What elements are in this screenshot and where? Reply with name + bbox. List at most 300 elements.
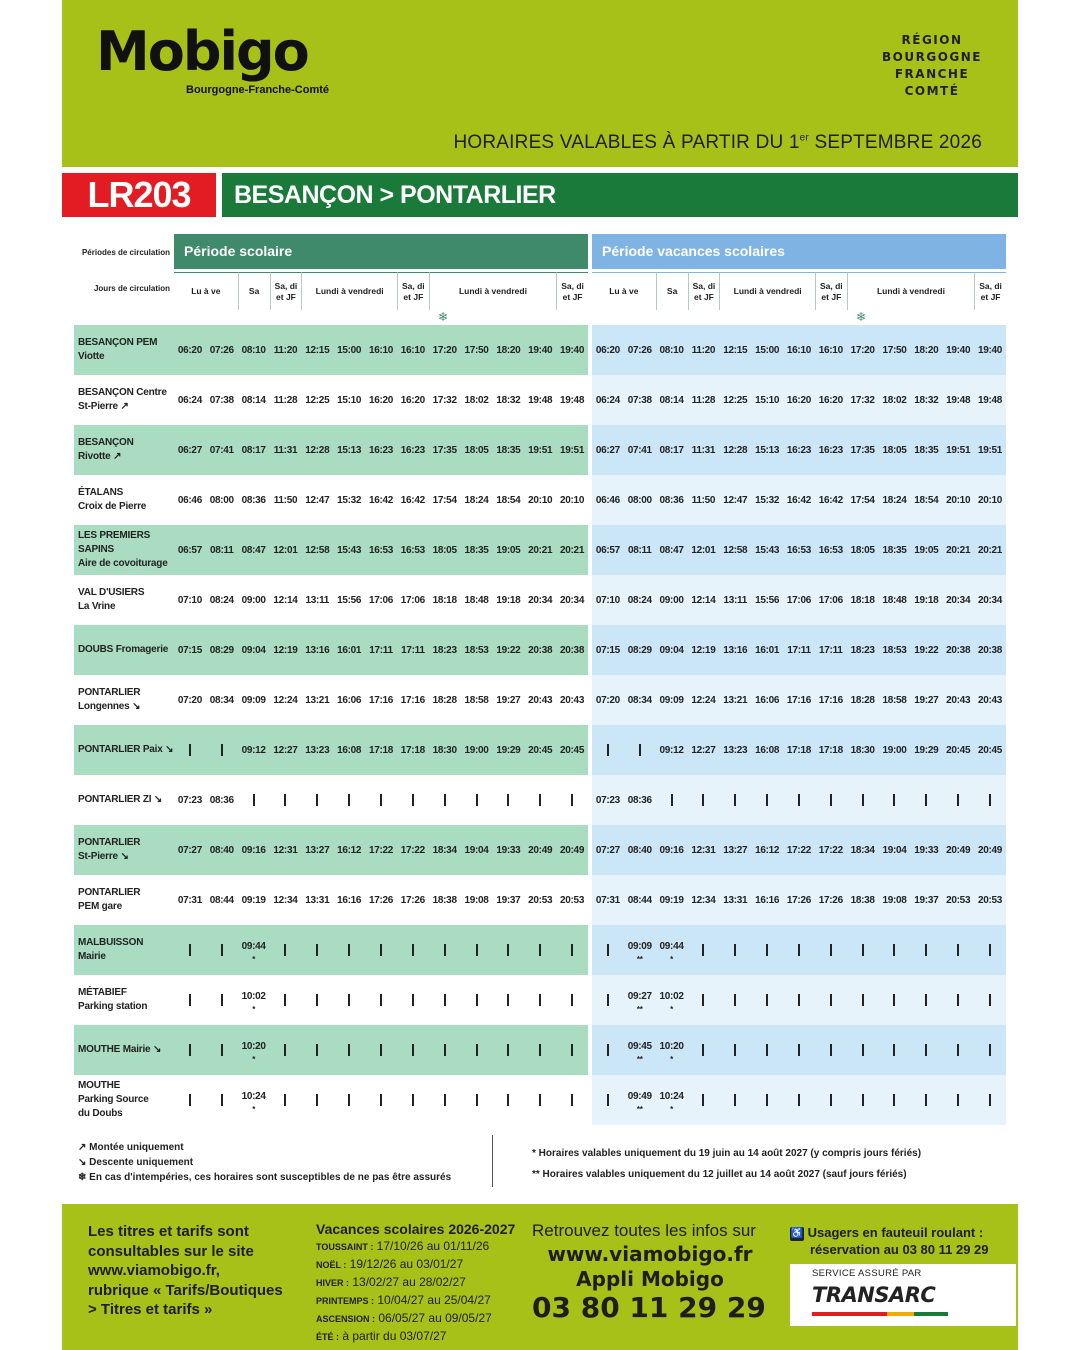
departure-time (815, 325, 847, 375)
no-stop-bar (879, 1075, 911, 1125)
time-value: 18:28 (850, 694, 875, 706)
day-header: Lundi à vendredi (429, 272, 556, 310)
departure-time (556, 575, 588, 625)
no-stop-bar-mark (539, 794, 541, 806)
departure-time (238, 825, 270, 875)
departure-time (429, 875, 461, 925)
no-stop-bar-mark (316, 1094, 318, 1106)
time-value: 15:43 (337, 544, 362, 556)
time-value: 13:27 (723, 844, 748, 856)
time-value: 18:18 (850, 594, 875, 606)
no-stop-bar-mark (412, 944, 414, 956)
no-stop-bar-mark (893, 794, 895, 806)
time-value: 18:05 (432, 544, 457, 556)
time-value: 18:34 (432, 844, 457, 856)
no-stop-bar-mark (862, 1094, 864, 1106)
stop-name-line: Parking station (78, 1001, 148, 1012)
no-stop-bar-mark (412, 994, 414, 1006)
departure-time (174, 675, 206, 725)
departure-time (397, 675, 429, 725)
departure-time (974, 575, 1006, 625)
time-value: 07:26 (209, 344, 234, 356)
time-value: 07:38 (209, 394, 234, 406)
stop-name (74, 625, 174, 675)
time-value: 16:12 (337, 844, 362, 856)
time-value: 17:35 (850, 444, 875, 456)
phone-number[interactable]: 03 80 11 29 29 (532, 1291, 766, 1324)
departure-time (879, 825, 911, 875)
time-value: 12:25 (305, 394, 330, 406)
no-stop-bar (333, 775, 365, 825)
holiday-dates: 17/10/26 au 01/11/26 (373, 1239, 490, 1253)
no-stop-bar-mark (539, 1044, 541, 1056)
time-value: 13:23 (723, 744, 748, 756)
stop-row (74, 775, 1006, 825)
time-value: 17:16 (400, 694, 425, 706)
no-stop-bar-mark (798, 994, 800, 1006)
departure-time (461, 575, 493, 625)
departure-time (688, 575, 720, 625)
time-value: 19:40 (560, 344, 585, 356)
no-stop-bar-mark (702, 1044, 704, 1056)
time-value: 20:38 (560, 644, 585, 656)
departure-time (656, 475, 688, 525)
no-stop-bar-mark (607, 1094, 609, 1106)
no-stop-bar-mark (476, 944, 478, 956)
time-value: 15:32 (755, 494, 780, 506)
time-value: 09:16 (659, 844, 684, 856)
departure-time (206, 675, 238, 725)
departure-time (910, 575, 942, 625)
no-stop-bar (270, 1075, 302, 1125)
stop-name (74, 325, 174, 375)
departure-time (847, 625, 879, 675)
time-value: 19:08 (464, 894, 489, 906)
time-value: 06:46 (595, 494, 620, 506)
time-value: 10:02 (241, 990, 266, 1002)
time-value: 18:34 (850, 844, 875, 856)
time-value: 11:20 (273, 344, 298, 356)
no-stop-bar (524, 1075, 556, 1125)
departure-time (397, 875, 429, 925)
no-stop-bar-mark (571, 794, 573, 806)
day-header: Lundi à vendredi (719, 272, 815, 310)
validity-notice: HORAIRES VALABLES À PARTIR DU 1er SEPTEMBRE 2026 (453, 132, 982, 153)
holiday-times (592, 875, 1006, 925)
time-value: 19:37 (496, 894, 521, 906)
departure-time (206, 575, 238, 625)
time-value: 17:35 (432, 444, 457, 456)
no-stop-bar (879, 975, 911, 1025)
holiday-times (592, 725, 1006, 775)
time-value: 18:05 (882, 444, 907, 456)
departure-time (333, 575, 365, 625)
time-value: 17:26 (818, 894, 843, 906)
departure-time (847, 725, 879, 775)
time-value: 20:34 (528, 594, 553, 606)
tarifs-line: > Titres et tarifs » (88, 1301, 213, 1318)
departure-time (592, 675, 624, 725)
no-stop-bar (719, 975, 751, 1025)
departure-time (815, 825, 847, 875)
departure-time (556, 475, 588, 525)
time-value: 19:08 (882, 894, 907, 906)
departure-time (365, 525, 397, 575)
day-header: Sa (238, 272, 270, 310)
no-stop-bar-mark (766, 794, 768, 806)
no-stop-bar-mark (284, 1044, 286, 1056)
no-stop-bar (751, 775, 783, 825)
time-value: 20:10 (528, 494, 553, 506)
departure-time (847, 425, 879, 475)
departure-time (492, 525, 524, 575)
departure-time (365, 675, 397, 725)
time-value: 08:36 (659, 494, 684, 506)
departure-time (974, 425, 1006, 475)
no-stop-bar-mark (476, 794, 478, 806)
time-value: 08:47 (241, 544, 266, 556)
time-value: 19:40 (528, 344, 553, 356)
time-value: 18:35 (914, 444, 939, 456)
time-value: 18:48 (882, 594, 907, 606)
departure-time (974, 725, 1006, 775)
no-stop-bar-mark (734, 944, 736, 956)
no-stop-bar-mark (476, 994, 478, 1006)
app-name: Appli Mobigo (576, 1267, 724, 1291)
school-times (174, 775, 588, 825)
holiday-times (592, 825, 1006, 875)
no-stop-bar (206, 1075, 238, 1125)
no-stop-bar-mark (444, 944, 446, 956)
region-line: COMTÉ (904, 84, 960, 98)
departure-time (815, 475, 847, 525)
no-stop-bar-mark (571, 994, 573, 1006)
departure-time (879, 475, 911, 525)
time-value: 19:00 (882, 744, 907, 756)
school-times (174, 575, 588, 625)
no-stop-bar-mark (830, 994, 832, 1006)
departure-time (592, 325, 624, 375)
no-stop-bar (847, 925, 879, 975)
time-value: 13:31 (305, 894, 330, 906)
time-value: 20:21 (946, 544, 971, 556)
time-value: 08:44 (209, 894, 234, 906)
departure-time (910, 625, 942, 675)
time-value: 15:00 (337, 344, 362, 356)
stop-name (74, 875, 174, 925)
no-stop-bar (656, 775, 688, 825)
departure-time (397, 625, 429, 675)
no-stop-bar (974, 925, 1006, 975)
no-stop-bar (301, 775, 333, 825)
time-value: 06:57 (177, 544, 202, 556)
departure-time (624, 875, 656, 925)
time-value: 08:34 (209, 694, 234, 706)
no-stop-bar-mark (766, 944, 768, 956)
time-value: 17:32 (432, 394, 457, 406)
time-value: 07:23 (177, 794, 202, 806)
departure-time (238, 525, 270, 575)
departure-time (206, 475, 238, 525)
time-footnote-mark: ** (636, 955, 643, 964)
no-stop-bar-mark (734, 794, 736, 806)
time-value: 17:16 (786, 694, 811, 706)
time-value: 18:54 (914, 494, 939, 506)
no-stop-bar (815, 1075, 847, 1125)
departure-time (238, 725, 270, 775)
departure-time (270, 825, 302, 875)
time-value: 09:09 (241, 694, 266, 706)
departure-time (624, 425, 656, 475)
departure-time (624, 1025, 656, 1075)
departure-time (174, 775, 206, 825)
time-value: 13:27 (305, 844, 330, 856)
departure-time (206, 825, 238, 875)
departure-time (301, 725, 333, 775)
departure-time (592, 825, 624, 875)
departure-time (624, 925, 656, 975)
time-value: 20:49 (560, 844, 585, 856)
stop-row (74, 925, 1006, 975)
time-value: 18:30 (850, 744, 875, 756)
time-value: 16:10 (786, 344, 811, 356)
time-value: 15:43 (755, 544, 780, 556)
time-value: 20:49 (528, 844, 553, 856)
stop-name (74, 375, 174, 425)
no-stop-bar-mark (348, 944, 350, 956)
departure-time (524, 725, 556, 775)
no-stop-bar (783, 1025, 815, 1075)
departure-time (942, 625, 974, 675)
no-stop-bar (461, 1025, 493, 1075)
departure-time (719, 825, 751, 875)
departure-time (333, 875, 365, 925)
departure-time (270, 475, 302, 525)
time-value: 06:46 (177, 494, 202, 506)
time-value: 17:11 (401, 644, 425, 656)
departure-time (524, 375, 556, 425)
website-link[interactable]: www.viamobigo.fr (547, 1242, 753, 1266)
time-value: 12:14 (691, 594, 716, 606)
departure-time (174, 475, 206, 525)
no-stop-bar-mark (798, 794, 800, 806)
holiday-name: PRINTEMPS : (316, 1296, 375, 1306)
time-value: 16:53 (818, 544, 843, 556)
departure-time (397, 825, 429, 875)
day-header: Sa, di et JF (815, 272, 847, 310)
departure-time (719, 325, 751, 375)
time-value: 16:20 (818, 394, 843, 406)
no-stop-bar (815, 925, 847, 975)
no-stop-bar (847, 775, 879, 825)
departure-time (461, 425, 493, 475)
time-value: 15:56 (755, 594, 780, 606)
no-stop-bar (688, 925, 720, 975)
departure-time (942, 475, 974, 525)
no-stop-bar-mark (639, 744, 641, 756)
departure-time (238, 1075, 270, 1125)
time-value: 12:15 (723, 344, 748, 356)
time-value: 08:24 (209, 594, 234, 606)
no-stop-bar (333, 975, 365, 1025)
departure-time (556, 875, 588, 925)
time-value: 17:06 (400, 594, 425, 606)
no-stop-bar (365, 925, 397, 975)
departure-time (301, 825, 333, 875)
no-stop-bar-mark (702, 1094, 704, 1106)
holiday-times (592, 475, 1006, 525)
no-stop-bar-mark (957, 1094, 959, 1106)
time-value: 20:53 (560, 894, 585, 906)
time-value: 16:06 (755, 694, 780, 706)
stop-name-line: ÉTALANS (78, 487, 124, 498)
time-footnote-mark: * (252, 1055, 256, 1064)
departure-time (592, 525, 624, 575)
time-value: 09:19 (659, 894, 684, 906)
no-stop-bar (910, 1075, 942, 1125)
time-value: 19:40 (977, 344, 1003, 356)
time-value: 12:15 (305, 344, 330, 356)
departure-time (815, 875, 847, 925)
departure-time (301, 875, 333, 925)
no-stop-bar-mark (989, 794, 991, 806)
time-value: 13:16 (305, 644, 330, 656)
departure-time (656, 1025, 688, 1075)
departure-time (492, 575, 524, 625)
no-stop-bar (270, 775, 302, 825)
departure-time (556, 625, 588, 675)
no-stop-bar-mark (893, 994, 895, 1006)
no-stop-bar (974, 1025, 1006, 1075)
time-value: 08:11 (627, 544, 652, 556)
time-value: 16:42 (818, 494, 843, 506)
time-value: 12:27 (691, 744, 716, 756)
no-stop-bar (815, 975, 847, 1025)
time-value: 20:53 (528, 894, 553, 906)
school-times (174, 975, 588, 1025)
departure-time (815, 575, 847, 625)
departure-time (238, 1025, 270, 1075)
no-stop-bar (524, 775, 556, 825)
time-value: 15:13 (755, 444, 780, 456)
time-value: 19:48 (528, 394, 553, 406)
holiday-item (316, 1274, 526, 1292)
time-value: 07:31 (595, 894, 620, 906)
time-value: 10:24 (659, 1090, 684, 1102)
time-value: 12:34 (273, 894, 298, 906)
time-value: 18:38 (432, 894, 457, 906)
service-label: SERVICE ASSURÉ PAR (812, 1268, 922, 1279)
no-stop-bar (397, 1075, 429, 1125)
time-value: 16:20 (400, 394, 425, 406)
time-footnote-mark: * (670, 1055, 673, 1064)
time-value: 08:00 (627, 494, 652, 506)
departure-time (624, 375, 656, 425)
time-value: 18:23 (432, 644, 457, 656)
time-value: 17:22 (786, 844, 811, 856)
departure-time (942, 525, 974, 575)
departure-time (492, 875, 524, 925)
stop-name-line: Mairie (78, 951, 106, 962)
no-stop-bar-mark (798, 1044, 800, 1056)
departure-time (592, 475, 624, 525)
time-value: 13:16 (723, 644, 748, 656)
departure-time (974, 825, 1006, 875)
no-stop-bar-mark (862, 794, 864, 806)
departure-time (656, 375, 688, 425)
stop-name-line: Longennes ↘ (78, 701, 141, 712)
school-times (174, 475, 588, 525)
no-stop-bar (688, 1075, 720, 1125)
no-stop-bar-mark (571, 944, 573, 956)
holiday-times (592, 1075, 1006, 1125)
school-times (174, 725, 588, 775)
departure-time (624, 475, 656, 525)
operator-logo: TRANSARC (812, 1283, 936, 1307)
tarifs-link[interactable]: www.viamobigo.fr, (88, 1262, 220, 1279)
time-value: 20:53 (977, 894, 1003, 906)
no-stop-bar-mark (830, 944, 832, 956)
time-value: 10:24 (241, 1090, 266, 1102)
departure-time (238, 975, 270, 1025)
departure-time (301, 425, 333, 475)
no-stop-bar (206, 975, 238, 1025)
no-stop-bar-mark (507, 944, 509, 956)
holiday-times (592, 625, 1006, 675)
time-value: 18:38 (850, 894, 875, 906)
no-stop-bar-mark (702, 944, 704, 956)
departure-time (556, 375, 588, 425)
departure-time (592, 875, 624, 925)
departure-time (688, 875, 720, 925)
no-stop-bar-mark (316, 944, 318, 956)
time-value: 17:32 (850, 394, 875, 406)
departure-time (974, 675, 1006, 725)
no-stop-bar (942, 775, 974, 825)
departure-time (942, 425, 974, 475)
day-header: Sa, di et JF (974, 272, 1006, 310)
time-value: 07:23 (595, 794, 620, 806)
stop-row (74, 575, 1006, 625)
departure-time (429, 475, 461, 525)
tarifs-info (88, 1222, 283, 1320)
departure-time (815, 525, 847, 575)
time-footnote-mark: * (670, 955, 673, 964)
days-label: Jours de circulation (93, 284, 170, 293)
time-value: 07:26 (627, 344, 652, 356)
no-stop-bar (174, 725, 206, 775)
holiday-times (592, 575, 1006, 625)
time-value: 17:11 (369, 644, 393, 656)
stop-name-line: PONTARLIER (78, 887, 141, 898)
departure-time (174, 825, 206, 875)
no-stop-bar (301, 1025, 333, 1075)
stop-row (74, 825, 1006, 875)
time-value: 16:42 (368, 494, 394, 506)
stop-row (74, 525, 1006, 575)
departure-time (592, 775, 624, 825)
time-value: 19:51 (560, 444, 585, 456)
time-value: 16:42 (786, 494, 811, 506)
time-value: 16:20 (786, 394, 811, 406)
no-stop-bar-mark (476, 1094, 478, 1106)
no-stop-bar (429, 975, 461, 1025)
departure-time (624, 575, 656, 625)
departure-time (624, 975, 656, 1025)
no-stop-bar-mark (830, 1044, 832, 1056)
departure-time (238, 325, 270, 375)
time-value: 16:12 (755, 844, 780, 856)
